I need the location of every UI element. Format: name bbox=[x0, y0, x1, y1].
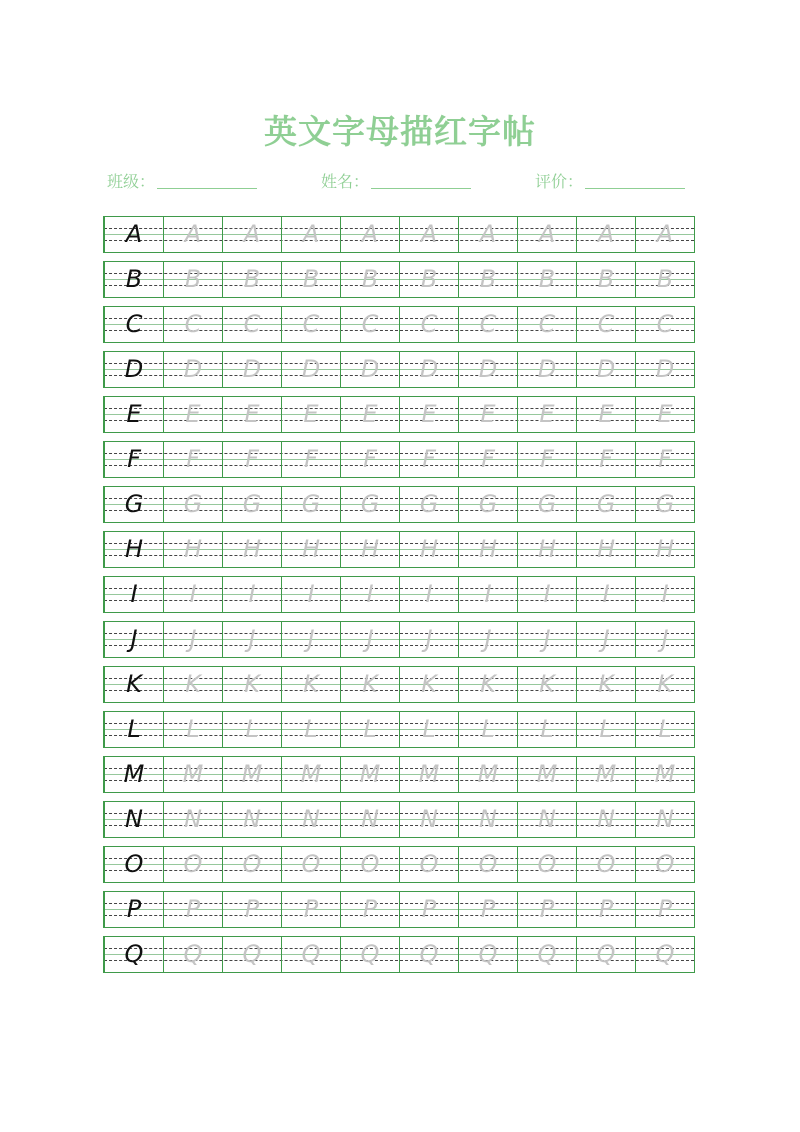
model-letter: J bbox=[104, 622, 163, 657]
letter-row-f bbox=[103, 441, 695, 478]
letter-row-o bbox=[103, 846, 695, 883]
trace-letter[interactable]: M bbox=[222, 757, 281, 792]
student-info-row bbox=[103, 168, 695, 196]
trace-letter[interactable]: H bbox=[635, 532, 694, 567]
trace-letter[interactable]: Q bbox=[222, 937, 281, 972]
trace-letter[interactable]: F bbox=[517, 442, 576, 477]
trace-letter[interactable]: M bbox=[576, 757, 635, 792]
trace-letter[interactable]: I bbox=[163, 577, 222, 612]
trace-letter[interactable]: H bbox=[517, 532, 576, 567]
trace-letter[interactable]: M bbox=[517, 757, 576, 792]
trace-letter[interactable]: G bbox=[458, 487, 517, 522]
class-label: 班级： bbox=[107, 172, 156, 191]
trace-letter[interactable]: C bbox=[458, 307, 517, 342]
trace-letter[interactable]: P bbox=[458, 892, 517, 927]
trace-letter[interactable]: F bbox=[163, 442, 222, 477]
trace-letter[interactable]: P bbox=[222, 892, 281, 927]
letter-row-i bbox=[103, 576, 695, 613]
trace-letter[interactable]: K bbox=[281, 667, 340, 702]
trace-letter[interactable]: B bbox=[399, 262, 458, 297]
trace-letter[interactable]: L bbox=[517, 712, 576, 747]
model-letter: A bbox=[104, 217, 163, 252]
trace-letter[interactable]: A bbox=[163, 217, 222, 252]
trace-letter[interactable]: L bbox=[635, 712, 694, 747]
trace-letter[interactable]: A bbox=[222, 217, 281, 252]
trace-letter[interactable]: B bbox=[576, 262, 635, 297]
letter-row-l bbox=[103, 711, 695, 748]
trace-letter[interactable]: J bbox=[576, 622, 635, 657]
trace-letter[interactable]: N bbox=[222, 802, 281, 837]
model-letter: O bbox=[104, 847, 163, 882]
trace-letter[interactable]: P bbox=[399, 892, 458, 927]
trace-letter[interactable]: J bbox=[340, 622, 399, 657]
letter-row-e bbox=[103, 396, 695, 433]
trace-letter[interactable]: H bbox=[163, 532, 222, 567]
trace-letter[interactable]: L bbox=[281, 712, 340, 747]
trace-letter[interactable]: N bbox=[458, 802, 517, 837]
trace-letter[interactable]: I bbox=[399, 577, 458, 612]
letter-row-c bbox=[103, 306, 695, 343]
letter-row-b bbox=[103, 261, 695, 298]
trace-letter[interactable]: O bbox=[399, 847, 458, 882]
letter-row-m bbox=[103, 756, 695, 793]
trace-letter[interactable]: G bbox=[222, 487, 281, 522]
trace-letter[interactable]: B bbox=[635, 262, 694, 297]
trace-letter[interactable]: J bbox=[399, 622, 458, 657]
trace-letter[interactable]: K bbox=[635, 667, 694, 702]
trace-letter[interactable]: D bbox=[222, 352, 281, 387]
trace-letter[interactable]: Q bbox=[399, 937, 458, 972]
trace-letter[interactable]: I bbox=[340, 577, 399, 612]
eval-field[interactable] bbox=[535, 168, 685, 196]
trace-letter[interactable]: A bbox=[635, 217, 694, 252]
model-letter: E bbox=[104, 397, 163, 432]
letter-row-q bbox=[103, 936, 695, 973]
trace-letter[interactable]: D bbox=[281, 352, 340, 387]
trace-letter[interactable]: C bbox=[281, 307, 340, 342]
trace-letter[interactable]: G bbox=[517, 487, 576, 522]
trace-letter[interactable]: O bbox=[458, 847, 517, 882]
trace-letter[interactable]: F bbox=[635, 442, 694, 477]
letter-row-d bbox=[103, 351, 695, 388]
trace-letter[interactable]: A bbox=[281, 217, 340, 252]
trace-letter[interactable]: M bbox=[399, 757, 458, 792]
trace-letter[interactable]: E bbox=[281, 397, 340, 432]
trace-letter[interactable]: F bbox=[281, 442, 340, 477]
trace-letter[interactable]: B bbox=[222, 262, 281, 297]
trace-letter[interactable]: A bbox=[458, 217, 517, 252]
trace-letter[interactable]: E bbox=[576, 397, 635, 432]
trace-letter[interactable]: N bbox=[635, 802, 694, 837]
trace-letter[interactable]: B bbox=[163, 262, 222, 297]
eval-label: 评价： bbox=[535, 172, 584, 191]
trace-letter[interactable]: K bbox=[399, 667, 458, 702]
trace-letter[interactable]: N bbox=[163, 802, 222, 837]
trace-letter[interactable]: M bbox=[281, 757, 340, 792]
trace-letter[interactable]: O bbox=[340, 847, 399, 882]
trace-letter[interactable]: H bbox=[576, 532, 635, 567]
trace-letter[interactable]: F bbox=[458, 442, 517, 477]
model-letter: H bbox=[104, 532, 163, 567]
trace-letter[interactable]: A bbox=[576, 217, 635, 252]
trace-letter[interactable]: E bbox=[222, 397, 281, 432]
trace-letter[interactable]: O bbox=[576, 847, 635, 882]
trace-letter[interactable]: G bbox=[635, 487, 694, 522]
trace-letter[interactable]: D bbox=[340, 352, 399, 387]
letter-row-k bbox=[103, 666, 695, 703]
trace-letter[interactable]: P bbox=[576, 892, 635, 927]
trace-letter[interactable]: C bbox=[163, 307, 222, 342]
letter-row-h bbox=[103, 531, 695, 568]
trace-letter[interactable]: E bbox=[517, 397, 576, 432]
trace-letter[interactable]: C bbox=[399, 307, 458, 342]
trace-letter[interactable]: H bbox=[399, 532, 458, 567]
trace-letter[interactable]: E bbox=[340, 397, 399, 432]
trace-letter[interactable]: B bbox=[281, 262, 340, 297]
trace-letter[interactable]: K bbox=[517, 667, 576, 702]
trace-letter[interactable]: K bbox=[222, 667, 281, 702]
class-field[interactable] bbox=[107, 168, 257, 196]
trace-letter[interactable]: I bbox=[222, 577, 281, 612]
trace-letter[interactable]: L bbox=[576, 712, 635, 747]
model-letter: G bbox=[104, 487, 163, 522]
trace-letter[interactable]: A bbox=[517, 217, 576, 252]
trace-letter[interactable]: M bbox=[340, 757, 399, 792]
trace-letter[interactable]: G bbox=[576, 487, 635, 522]
trace-letter[interactable]: J bbox=[458, 622, 517, 657]
trace-letter[interactable]: F bbox=[340, 442, 399, 477]
trace-letter[interactable]: O bbox=[163, 847, 222, 882]
trace-letter[interactable]: I bbox=[576, 577, 635, 612]
trace-letter[interactable]: J bbox=[222, 622, 281, 657]
trace-letter[interactable]: P bbox=[281, 892, 340, 927]
trace-letter[interactable]: D bbox=[635, 352, 694, 387]
trace-letter[interactable]: E bbox=[635, 397, 694, 432]
trace-letter[interactable]: Q bbox=[635, 937, 694, 972]
trace-letter[interactable]: B bbox=[517, 262, 576, 297]
trace-letter[interactable]: H bbox=[340, 532, 399, 567]
trace-letter[interactable]: K bbox=[340, 667, 399, 702]
model-letter: I bbox=[104, 577, 163, 612]
model-letter: P bbox=[104, 892, 163, 927]
trace-letter[interactable]: F bbox=[399, 442, 458, 477]
trace-letter[interactable]: P bbox=[517, 892, 576, 927]
model-letter: K bbox=[104, 667, 163, 702]
letter-row-j bbox=[103, 621, 695, 658]
trace-letter[interactable]: P bbox=[635, 892, 694, 927]
trace-letter[interactable]: C bbox=[340, 307, 399, 342]
trace-letter[interactable]: Q bbox=[163, 937, 222, 972]
trace-letter[interactable]: N bbox=[576, 802, 635, 837]
trace-letter[interactable]: I bbox=[458, 577, 517, 612]
trace-letter[interactable]: M bbox=[163, 757, 222, 792]
trace-letter[interactable]: N bbox=[517, 802, 576, 837]
letter-row-a bbox=[103, 216, 695, 253]
letter-row-p bbox=[103, 891, 695, 928]
trace-letter[interactable]: H bbox=[458, 532, 517, 567]
trace-letter[interactable]: D bbox=[163, 352, 222, 387]
page-title: 英文字母描红字帖 bbox=[264, 112, 536, 151]
model-letter: L bbox=[104, 712, 163, 747]
trace-letter[interactable]: C bbox=[635, 307, 694, 342]
trace-letter[interactable]: D bbox=[399, 352, 458, 387]
trace-letter[interactable]: N bbox=[340, 802, 399, 837]
trace-letter[interactable]: H bbox=[222, 532, 281, 567]
model-letter: F bbox=[104, 442, 163, 477]
trace-letter[interactable]: G bbox=[399, 487, 458, 522]
trace-letter[interactable]: H bbox=[281, 532, 340, 567]
trace-letter[interactable]: C bbox=[222, 307, 281, 342]
class-blank-line[interactable] bbox=[157, 168, 257, 189]
trace-letter[interactable]: M bbox=[458, 757, 517, 792]
letter-row-g bbox=[103, 486, 695, 523]
trace-letter[interactable]: Q bbox=[340, 937, 399, 972]
trace-letter[interactable]: J bbox=[517, 622, 576, 657]
trace-letter[interactable]: Q bbox=[458, 937, 517, 972]
trace-letter[interactable]: L bbox=[222, 712, 281, 747]
trace-letter[interactable]: L bbox=[458, 712, 517, 747]
trace-letter[interactable]: O bbox=[517, 847, 576, 882]
name-field[interactable] bbox=[321, 168, 471, 196]
trace-letter[interactable]: P bbox=[340, 892, 399, 927]
trace-letter[interactable]: I bbox=[281, 577, 340, 612]
trace-letter[interactable]: D bbox=[576, 352, 635, 387]
trace-letter[interactable]: Q bbox=[576, 937, 635, 972]
trace-letter[interactable]: P bbox=[163, 892, 222, 927]
name-label: 姓名： bbox=[321, 172, 370, 191]
trace-letter[interactable]: M bbox=[635, 757, 694, 792]
model-letter: D bbox=[104, 352, 163, 387]
trace-letter[interactable]: J bbox=[281, 622, 340, 657]
letter-row-n bbox=[103, 801, 695, 838]
trace-letter[interactable]: C bbox=[517, 307, 576, 342]
trace-letter[interactable]: I bbox=[635, 577, 694, 612]
trace-letter[interactable]: N bbox=[399, 802, 458, 837]
trace-letter[interactable]: O bbox=[222, 847, 281, 882]
trace-letter[interactable]: Q bbox=[281, 937, 340, 972]
trace-letter[interactable]: E bbox=[163, 397, 222, 432]
trace-letter[interactable]: J bbox=[635, 622, 694, 657]
trace-letter[interactable]: F bbox=[222, 442, 281, 477]
model-letter: N bbox=[104, 802, 163, 837]
model-letter: Q bbox=[104, 937, 163, 972]
trace-letter[interactable]: E bbox=[399, 397, 458, 432]
eval-blank-line[interactable] bbox=[585, 168, 685, 189]
trace-letter[interactable]: L bbox=[340, 712, 399, 747]
trace-letter[interactable]: O bbox=[635, 847, 694, 882]
trace-letter[interactable]: D bbox=[517, 352, 576, 387]
trace-letter[interactable]: G bbox=[340, 487, 399, 522]
trace-letter[interactable]: A bbox=[399, 217, 458, 252]
trace-letter[interactable]: F bbox=[576, 442, 635, 477]
trace-letter[interactable]: I bbox=[517, 577, 576, 612]
trace-letter[interactable]: Q bbox=[517, 937, 576, 972]
trace-letter[interactable]: K bbox=[576, 667, 635, 702]
trace-letter[interactable]: K bbox=[163, 667, 222, 702]
trace-letter[interactable]: G bbox=[281, 487, 340, 522]
trace-letter[interactable]: N bbox=[281, 802, 340, 837]
trace-letter[interactable]: O bbox=[281, 847, 340, 882]
trace-letter[interactable]: J bbox=[163, 622, 222, 657]
model-letter: B bbox=[104, 262, 163, 297]
trace-letter[interactable]: B bbox=[340, 262, 399, 297]
trace-letter[interactable]: L bbox=[399, 712, 458, 747]
trace-letter[interactable]: B bbox=[458, 262, 517, 297]
name-blank-line[interactable] bbox=[371, 168, 471, 189]
trace-letter[interactable]: E bbox=[458, 397, 517, 432]
trace-letter[interactable]: A bbox=[340, 217, 399, 252]
trace-letter[interactable]: L bbox=[163, 712, 222, 747]
trace-letter[interactable]: C bbox=[576, 307, 635, 342]
model-letter: C bbox=[104, 307, 163, 342]
trace-letter[interactable]: G bbox=[163, 487, 222, 522]
model-letter: M bbox=[104, 757, 163, 792]
practice-grid bbox=[103, 216, 695, 981]
trace-letter[interactable]: D bbox=[458, 352, 517, 387]
trace-letter[interactable]: K bbox=[458, 667, 517, 702]
